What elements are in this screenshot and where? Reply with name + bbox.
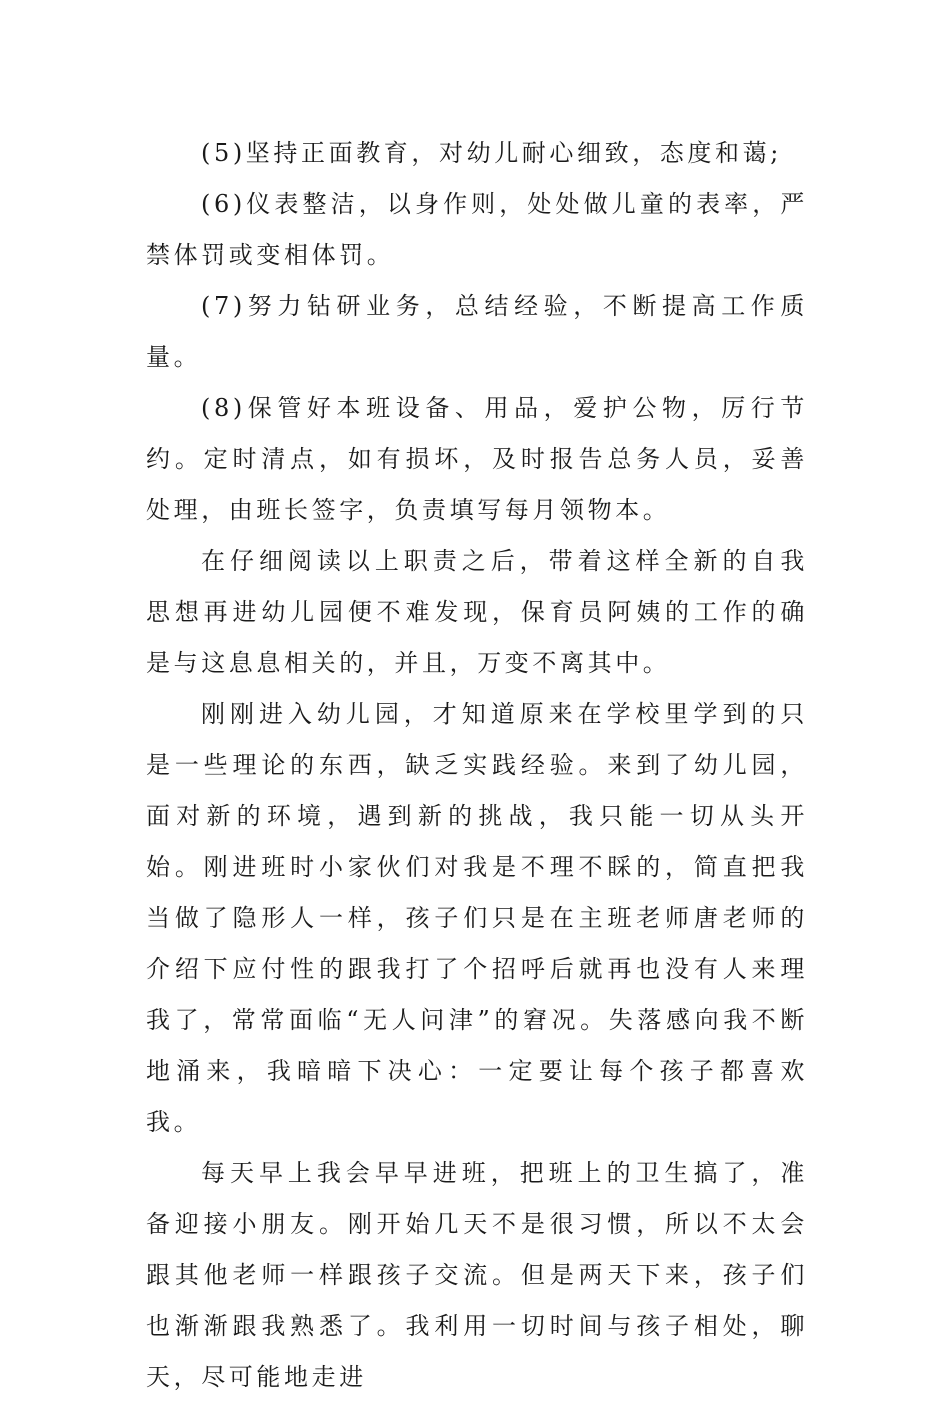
paragraph-first-days: 刚刚进入幼儿园，才知道原来在学校里学到的只是一些理论的东西，缺乏实践经验。来到了幼儿园，面对新的环境，遇到新的挑战，我只能一切从头开始。刚进班时小家伙们对我是不理不睬的，简直把我当做了隐形人一样，孩子们只是在主班老师唐老师的介绍下应付性的跟我打了个招呼后就再也没有人来理我了，常常面临“无人问津”的窘况。失落感向我不断地涌来，我暗暗下决心：一定要让每个孩子都喜欢我。 bbox=[146, 700, 808, 1136]
paragraph-item-5: (5)坚持正面教育，对幼儿耐心细致，态度和蔼; bbox=[201, 139, 782, 167]
paragraph-item-6: (6)仪表整洁，以身作则，处处做儿童的表率，严禁体罚或变相体罚。 bbox=[146, 190, 808, 269]
paragraph-item-7: (7)努力钻研业务，总结经验，不断提高工作质量。 bbox=[146, 292, 808, 371]
paragraph-daily-routine: 每天早上我会早早进班，把班上的卫生搞了，准备迎接小朋友。刚开始几天不是很习惯，所以不太会跟其他老师一样跟孩子交流。但是两天下来，孩子们也渐渐跟我熟悉了。我利用一切时间与孩子相处，聊天，尽可能地走进 bbox=[146, 1159, 808, 1391]
paragraph-item-8: (8)保管好本班设备、用品，爱护公物，厉行节约。定时清点，如有损坏，及时报告总务人员，妥善处理，由班长签字，负责填写每月领物本。 bbox=[146, 394, 808, 524]
document-body bbox=[146, 128, 808, 1403]
paragraph-reflection: 在仔细阅读以上职责之后，带着这样全新的自我思想再进幼儿园便不难发现，保育员阿姨的工作的确是与这息息相关的，并且，万变不离其中。 bbox=[146, 547, 808, 677]
